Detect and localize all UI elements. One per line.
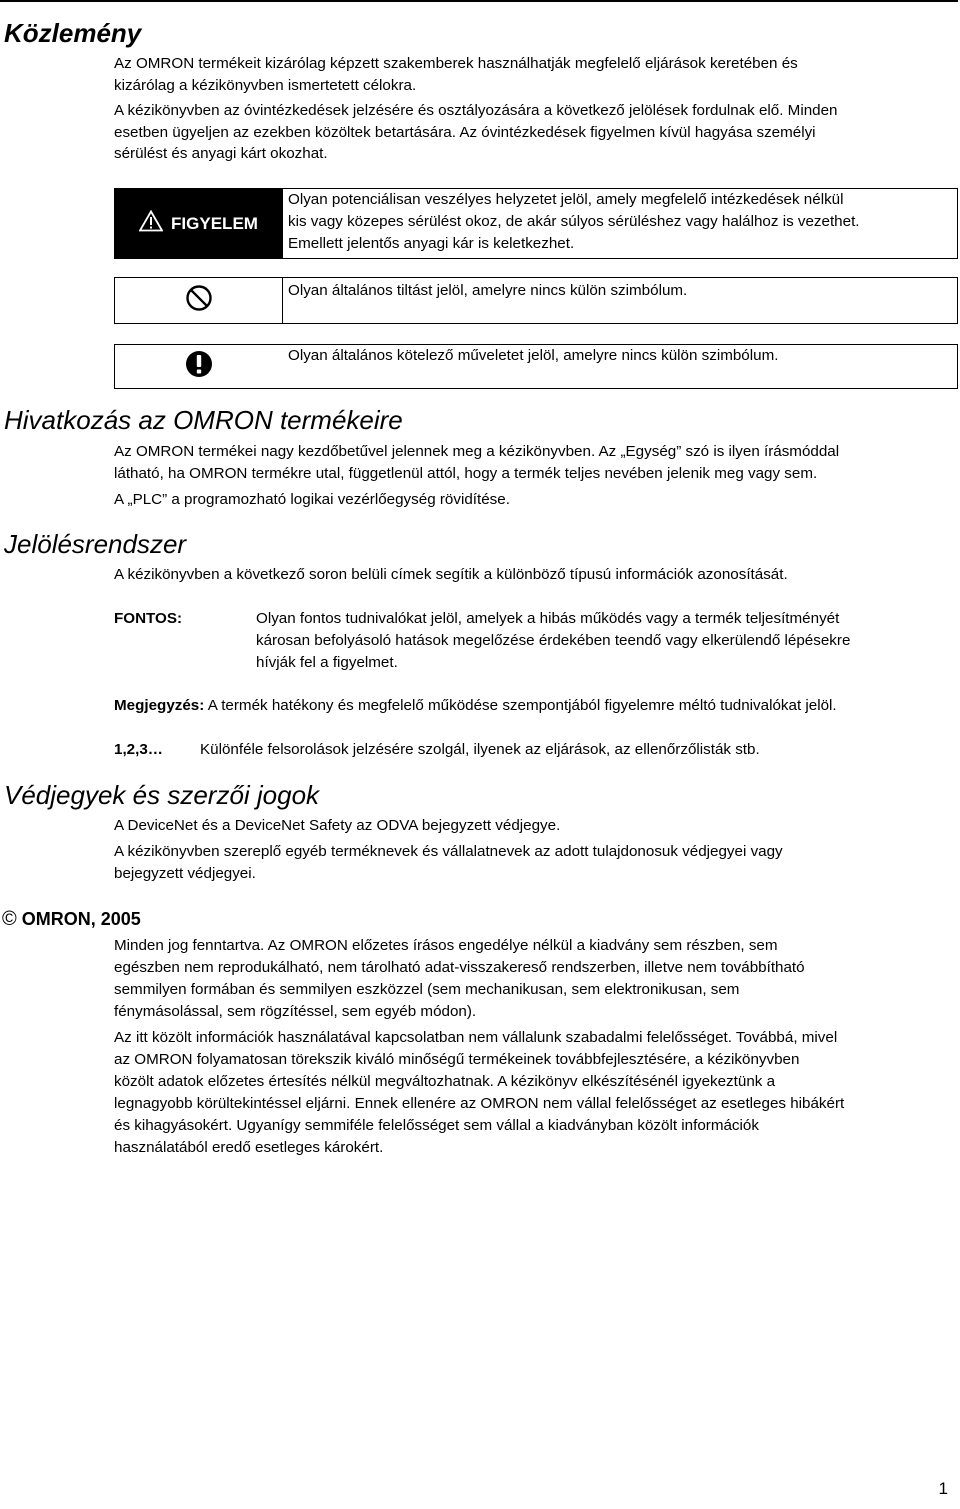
reference-line-1: Az OMRON termékei nagy kezdőbetűvel jelennek meg a kézikönyvben. Az „Egység” szó is ilyen írásmóddal <box>114 443 840 460</box>
warning-description <box>288 189 953 255</box>
legend-prohibition-row <box>114 277 958 324</box>
page-number: 1 <box>938 1479 948 1498</box>
note-label: Megjegyzés: <box>114 697 205 714</box>
section-title-notation: Jelölésrendszer <box>4 529 187 559</box>
copyright-p2-line-1: Az itt közölt információk használatával kapcsolatban nem vállalunk szabadalmi felelősséget. Továbbá, mivel <box>114 1029 838 1046</box>
important-line-1: Olyan fontos tudnivalókat jelöl, amelyek a hibás működés vagy a termék teljesítményét <box>256 610 840 627</box>
copyright-p2-line-2: az OMRON folyamatosan törekszik kiváló minőségű termékeinek továbbfejlesztésére, a kézikönyvben <box>114 1051 800 1068</box>
important-body <box>256 608 956 674</box>
prohibition-icon <box>185 284 213 317</box>
copyright-p1-line-4: fénymásolással, sem rögzítéssel, sem egyéb módon). <box>114 1003 477 1020</box>
mandatory-icon-box <box>115 345 283 388</box>
notice-para1-line1: Az OMRON termékeit kizárólag képzett szakemberek használhatják megfelelő eljárások keretében és <box>114 55 798 72</box>
notice-para2-line3: sérülést és anyagi kárt okozhat. <box>114 145 328 162</box>
notice-para2-line1: A kézikönyvben az óvintézkedések jelzésére és osztályozására a következő jelölések fordulnak elő. Minden <box>114 102 838 119</box>
notice-para1-line2: kizárólag a kézikönyvben ismertetett célokra. <box>114 76 417 94</box>
copyright-p2-line-6: használatából eredő esetleges károkért. <box>114 1139 384 1156</box>
prohibition-icon-box <box>115 278 283 323</box>
copyright-p2-line-5: és kihagyásokért. Ugyanígy semmiféle felelősséget sem vállal a kiadványban közölt információk <box>114 1117 759 1134</box>
legend-mandatory-row <box>114 344 958 389</box>
warning-label-box <box>115 189 283 258</box>
legend-warning-row <box>114 188 958 259</box>
important-label: FONTOS: <box>114 610 183 627</box>
warning-line-1: Olyan potenciálisan veszélyes helyzetet jelöl, amely megfelelő intézkedések nélkül <box>288 191 844 208</box>
section-title-notice: Közlemény <box>4 18 142 48</box>
warning-line-2: kis vagy közepes sérülést okoz, de akár súlyos sérüléshez vagy halálhoz is vezethet. <box>288 213 860 230</box>
copyright-symbol: © <box>2 908 17 930</box>
mandatory-exclamation-icon <box>185 350 213 383</box>
notice-para2-line2: esetben ügyeljen az ezekben közöltek betartására. Az óvintézkedések figyelmen kívül hagyása személyi <box>114 123 816 141</box>
trademarks-line-3: bejegyzett védjegyei. <box>114 865 256 882</box>
trademarks-body <box>114 815 960 885</box>
copyright-p1-line-2: egészben nem reprodukálható, nem tárolható adat-visszakereső rendszerben, illetve nem továbbítható <box>114 959 805 976</box>
note-line <box>114 695 837 717</box>
mandatory-description: Olyan általános kötelező műveletet jelöl, amelyre nincs külön szimbólum. <box>288 347 779 364</box>
copyright-p2-line-4: legnagyobb körültekintéssel eljárni. Ennek ellenére az OMRON nem vállal felelősséget az esetleges hibákért <box>114 1095 845 1112</box>
top-rule <box>0 0 958 2</box>
prohibition-description: Olyan általános tiltást jelöl, amelyre nincs külön szimbólum. <box>288 282 688 299</box>
trademarks-line-1: A DeviceNet és a DeviceNet Safety az ODVA bejegyzett védjegye. <box>114 817 561 834</box>
warning-line-3: Emellett jelentős anyagi kár is keletkezhet. <box>288 235 575 252</box>
note-text: A termék hatékony és megfelelő működése szempontjából figyelemre méltó tudnivalókat jelöl. <box>204 697 837 714</box>
important-line-2: károsan befolyásoló hatások megelőzése érdekében teendő vagy elkerülendő lépésekre <box>256 632 851 649</box>
warning-triangle-icon <box>139 210 163 237</box>
reference-body <box>114 441 960 511</box>
notice-body <box>114 53 960 165</box>
copyright-p1-line-3: semmilyen formában és semmilyen eszközzel (sem mechanikusan, sem elektronikusan, sem <box>114 981 740 998</box>
copyright-heading <box>2 907 141 931</box>
important-line-3: hívják fel a figyelmet. <box>256 654 398 671</box>
trademarks-line-2: A kézikönyvben szereplő egyéb terméknevek és vállalatnevek az adott tulajdonosuk védjegyei vagy <box>114 843 783 860</box>
section-title-trademarks: Védjegyek és szerzői jogok <box>4 780 320 810</box>
section-title-reference: Hivatkozás az OMRON termékeire <box>4 405 403 435</box>
copyright-p1-line-1: Minden jog fenntartva. Az OMRON előzetes írásos engedélye nélkül a kiadvány sem részben, sem <box>114 937 778 954</box>
notation-intro: A kézikönyvben a következő soron belüli címek segítik a különböző típusú információk azonosítását. <box>114 566 788 583</box>
list-label: 1,2,3… <box>114 741 163 758</box>
reference-line-3: A „PLC” a programozható logikai vezérlőegység rövidítése. <box>114 491 510 508</box>
copyright-p2-line-3: közölt adatok előzetes értesítés nélkül megváltozhatnak. A kézikönyv elkészítésénél igyekeztünk a <box>114 1073 776 1090</box>
copyright-label: OMRON, 2005 <box>21 909 141 929</box>
list-text: Különféle felsorolások jelzésére szolgál, ilyenek az eljárások, az ellenőrzőlisták stb. <box>200 741 760 758</box>
warning-label-text: FIGYELEM <box>171 213 258 233</box>
reference-line-2: látható, ha OMRON termékre utal, függetlenül attól, hogy a termék teljes nevében jelenik meg vagy sem. <box>114 465 818 482</box>
copyright-body <box>114 935 960 1159</box>
